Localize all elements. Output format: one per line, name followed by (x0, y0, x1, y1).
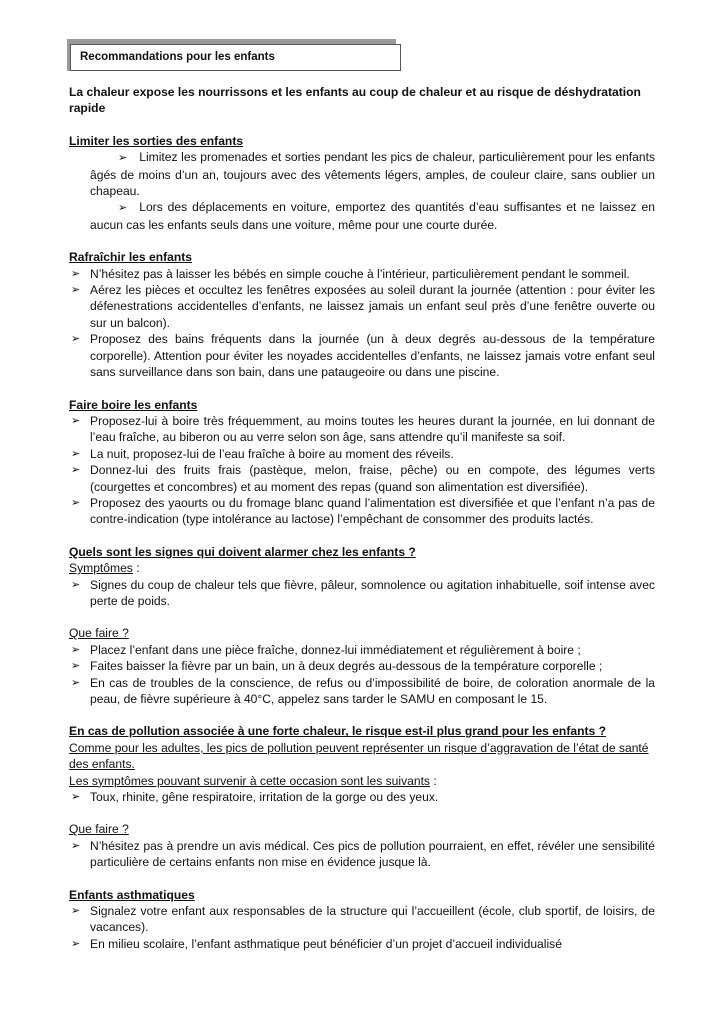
list-item-text: Proposez des bains fréquents dans la journée (un à deux degrés au-dessous de la température corporelle). Attention pour éviter les noyades accidentelles d’enfants, ne laissez jamais votre enfant seul sans surveillance dans son bain, dans une pataugeoire ou dans une piscine. (90, 332, 655, 380)
page-title: Recommandations pour les enfants (80, 51, 275, 63)
list-item-text: Toux, rhinite, gêne respiratoire, irritation de la gorge ou des yeux. (90, 790, 439, 805)
arrow-bullet-icon: ➢ (71, 578, 81, 591)
list-item (69, 577, 655, 610)
list-item (69, 331, 655, 380)
arrow-bullet-icon: ➢ (71, 447, 81, 460)
list-item-text: Placez l’enfant dans une pièce fraîche, donnez-lui immédiatement et régulièrement à boire ; (90, 642, 581, 657)
section-que-faire-2 (69, 821, 655, 870)
section-pollution (69, 723, 655, 805)
list-item (69, 838, 655, 871)
arrow-bullet-icon: ➢ (71, 676, 81, 689)
list-item-text: Proposez des yaourts ou du fromage blanc quand l’alimentation est diversifiée et que l’enfant n’a pas de contre-indication (type intolérance au lactose) l’empêchant de consommer des produits lactés. (90, 495, 655, 527)
list-item-text: Aérez les pièces et occultez les fenêtres exposées au soleil durant la journée (attention : pour éviter les défenestrations accidentelles d’enfants, ne laissez jamais un enfant seul près d’une fenêtre ouverte ou sur un balcon). (90, 283, 655, 330)
section-heading: En cas de pollution associée à une forte chaleur, le risque est-il plus grand pour les enfants ? (69, 724, 606, 739)
list-item-text: Signalez votre enfant aux responsables de la structure qui l’accueillent (école, club sportif, de loisirs, de vacances). (90, 904, 655, 935)
list-item (69, 903, 655, 936)
list-item-text: Faites baisser la fièvre par un bain, un à deux degrés au-dessous de la température corporelle ; (90, 659, 603, 674)
arrow-bullet-icon: ➢ (71, 464, 81, 477)
intro-text: La chaleur expose les nourrissons et les enfants au coup de chaleur et au risque de déshydratation rapide (69, 85, 641, 116)
arrow-bullet-icon: ➢ (118, 202, 128, 215)
arrow-bullet-icon: ➢ (71, 267, 81, 280)
arrow-bullet-icon: ➢ (71, 333, 81, 346)
list-item-text: Donnez-lui des fruits frais (pastèque, melon, fraise, pêche) ou en compote, des légumes verts (courgettes et concombres) et au moment des repas (quand son alimentation est diversifiée). (90, 463, 655, 494)
list-item (69, 675, 655, 708)
list-item (69, 658, 655, 674)
list-item (69, 462, 655, 495)
arrow-bullet-icon: ➢ (118, 152, 128, 165)
section-heading: Faire boire les enfants (69, 397, 198, 412)
subheading: Que faire ? (69, 626, 129, 641)
arrow-bullet-icon: ➢ (71, 643, 81, 656)
list-item (90, 199, 655, 233)
subheading: Symptômes (69, 561, 133, 576)
section-heading: Rafraîchir les enfants (69, 250, 192, 265)
section-rafraichir (69, 249, 655, 380)
list-item (69, 495, 655, 528)
list-item (69, 266, 655, 282)
title-box (70, 44, 401, 71)
arrow-bullet-icon: ➢ (71, 284, 81, 297)
arrow-bullet-icon: ➢ (71, 660, 81, 673)
arrow-bullet-icon: ➢ (71, 937, 81, 950)
list-item-text: N’hésitez pas à prendre un avis médical. Ces pics de pollution pourraient, en effet, révéler une sensibilité particulière de certains enfants non mise en évidence jusque là. (90, 838, 655, 870)
list-item (69, 446, 655, 462)
section-heading: Enfants asthmatiques (69, 887, 195, 902)
section-que-faire-1 (69, 625, 655, 707)
section-faire-boire (69, 397, 655, 528)
list-item-text: Lors des déplacements en voiture, emportez des quantités d’eau suffisantes et ne laissez en aucun cas les enfants seuls dans une voiture, même pour une courte durée. (90, 200, 655, 232)
subheading: Les symptômes pouvant survenir à cette occasion sont les suivants (69, 773, 430, 788)
arrow-bullet-icon: ➢ (71, 414, 81, 427)
arrow-bullet-icon: ➢ (71, 496, 81, 509)
list-item (69, 936, 655, 952)
subheading: Que faire ? (69, 822, 129, 837)
list-item (69, 789, 655, 805)
list-item-text: En cas de troubles de la conscience, de refus ou d’impossibilité de boire, de coloration anormale de la peau, de fièvre supérieure à 40°C, appelez sans tarder le SAMU en composant le 15. (90, 675, 655, 706)
list-item-text: Proposez-lui à boire très fréquemment, au moins toutes les heures durant la journée, en lui donnant de l’eau fraîche, au biberon ou au verre selon son âge, sans attendre qu’il manifeste sa soif. (90, 413, 655, 445)
list-item (69, 413, 655, 446)
section-paragraph: Comme pour les adultes, les pics de pollution peuvent représenter un risque d’aggravation de l’état de santé des enfants. (69, 740, 649, 772)
document-body (69, 84, 655, 968)
list-item-text: Limitez les promenades et sorties pendant les pics de chaleur, particulièrement pour les enfants âgés de moins d’un an, toujours avec des vêtements légers, amples, de couleur claire, sans oublier un chapeau. (90, 150, 655, 199)
subheading-line (69, 560, 655, 576)
list-item-text: La nuit, proposez-lui de l’eau fraîche à boire au moment des réveils. (90, 446, 454, 461)
arrow-bullet-icon: ➢ (71, 905, 81, 918)
subheading-suffix: : (132, 561, 140, 576)
list-item-text: N’hésitez pas à laisser les bébés en simple couche à l’intérieur, particulièrement pendant le sommeil. (90, 266, 630, 281)
list-item-text: En milieu scolaire, l’enfant asthmatique peut bénéficier d’un projet d’accueil individualisé (90, 936, 562, 951)
section-signes-alarme (69, 544, 655, 610)
section-heading: Limiter les sorties des enfants (69, 133, 244, 148)
list-item-text: Signes du coup de chaleur tels que fièvre, pâleur, somnolence ou agitation inhabituelle, soif intense avec perte de poids. (90, 577, 655, 608)
arrow-bullet-icon: ➢ (71, 839, 81, 852)
list-item (69, 282, 655, 331)
list-item (69, 642, 655, 658)
subheading-suffix: : (429, 773, 437, 788)
subheading-line (69, 773, 655, 789)
section-heading: Quels sont les signes qui doivent alarmer chez les enfants ? (69, 544, 416, 559)
indented-list (69, 149, 655, 233)
section-asthmatiques (69, 887, 655, 953)
list-item (90, 149, 655, 199)
section-limiter-sorties (69, 133, 655, 233)
arrow-bullet-icon: ➢ (71, 791, 81, 804)
